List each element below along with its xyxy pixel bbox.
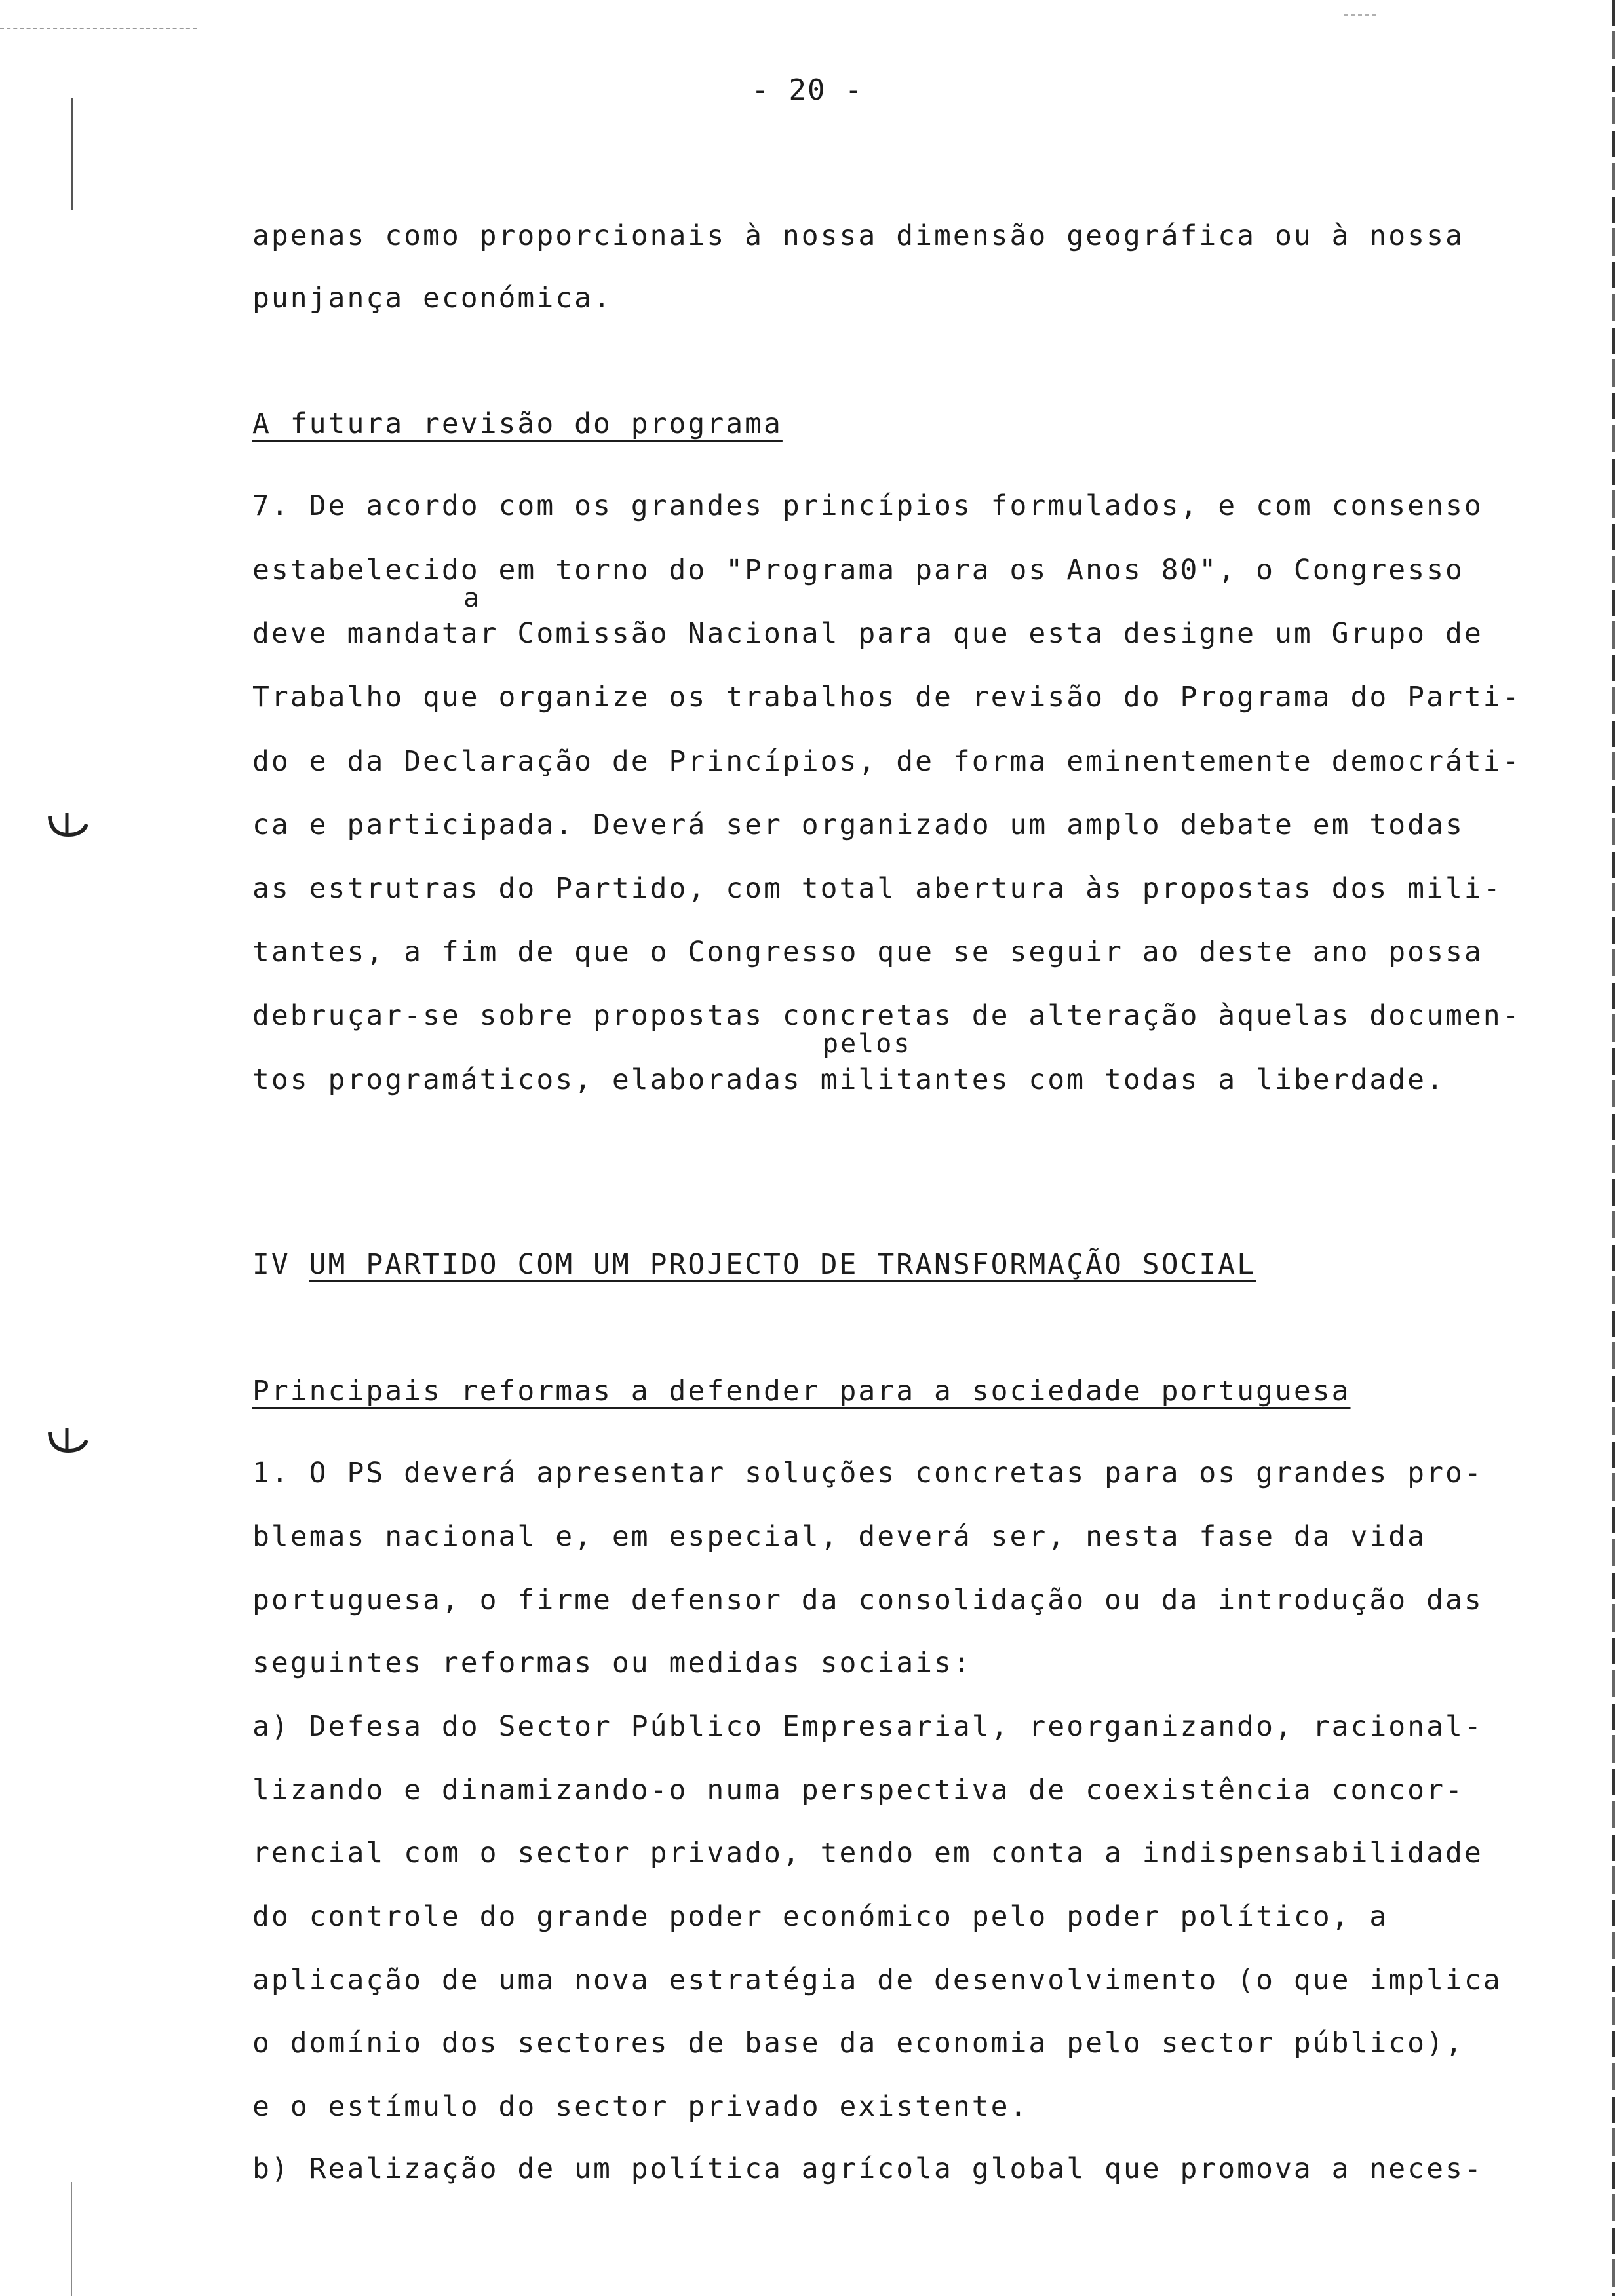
list-item-line: aplicação de uma nova estratégia de desenvolvimento (o que implica: [252, 1964, 1502, 1997]
binding-mark: [71, 98, 73, 210]
binding-mark: [71, 2182, 72, 2296]
body-line: tantes, a fim de que o Congresso que se seguir ao deste ano possa: [252, 936, 1483, 968]
handwritten-insertion: a: [463, 583, 482, 613]
body-line: seguintes reformas ou medidas sociais:: [252, 1647, 972, 1679]
scan-edge-line: [1612, 0, 1615, 2296]
body-line: ca e participada. Deverá ser organizado um amplo debate em todas: [252, 809, 1464, 841]
list-item-line: a) Defesa do Sector Público Empresarial, reorganizando, racional-: [252, 1710, 1483, 1743]
section-heading: [252, 1375, 1351, 1407]
body-line: debruçar-se sobre propostas concretas de alteração àquelas documen-: [252, 999, 1521, 1032]
section-heading: [252, 408, 783, 440]
body-line: apenas como proporcionais à nossa dimensão geográfica ou à nossa: [252, 220, 1464, 252]
body-line: blemas nacional e, em especial, deverá ser, nesta fase da vida: [252, 1520, 1427, 1553]
section-heading-text: A futura revisão do programa: [252, 408, 783, 440]
scan-edge-line: [0, 28, 197, 29]
body-line: as estrutras do Partido, com total abertura às propostas dos mili-: [252, 872, 1502, 905]
list-item-line: rencial com o sector privado, tendo em conta a indispensabilidade: [252, 1837, 1483, 1869]
section-heading-text: Principais reformas a defender para a sociedade portuguesa: [252, 1375, 1351, 1407]
body-line: 1. O PS deverá apresentar soluções concretas para os grandes pro-: [252, 1457, 1483, 1489]
page-number: - 20 -: [751, 73, 864, 107]
body-line: tos programáticos, elaboradas militantes com todas a liberdade.: [252, 1063, 1445, 1096]
list-item-line: do controle do grande poder económico pelo poder político, a: [252, 1900, 1389, 1933]
punch-hole-icon: [47, 1428, 89, 1455]
body-line: deve mandatar Comissão Nacional para que esta designe um Grupo de: [252, 617, 1483, 650]
punch-hole-icon: [47, 813, 89, 839]
list-item-line: o domínio dos sectores de base da economia pelo sector público),: [252, 2027, 1464, 2059]
body-line: punjança económica.: [252, 282, 612, 315]
chapter-heading: [252, 1248, 1256, 1281]
typed-insertion: pelos: [823, 1029, 912, 1059]
list-item-line: b) Realização de um política agrícola global que promova a neces-: [252, 2152, 1483, 2185]
body-line: estabelecido em torno do "Programa para os Anos 80", o Congresso: [252, 554, 1464, 586]
list-item-line: e o estímulo do sector privado existente.: [252, 2090, 1029, 2123]
chapter-title: UM PARTIDO COM UM PROJECTO DE TRANSFORMAÇÃO SOCIAL: [309, 1248, 1256, 1281]
body-line: do e da Declaração de Princípios, de forma eminentemente democráti-: [252, 745, 1521, 778]
body-line: portuguesa, o firme defensor da consolidação ou da introdução das: [252, 1584, 1483, 1617]
chapter-number: IV: [252, 1248, 290, 1281]
body-line: 7. De acordo com os grandes princípios formulados, e com consenso: [252, 489, 1483, 522]
list-item-line: lizando e dinamizando-o numa perspectiva de coexistência concor-: [252, 1774, 1464, 1807]
body-line: Trabalho que organize os trabalhos de revisão do Programa do Parti-: [252, 681, 1521, 714]
scan-edge-line: [1344, 14, 1376, 16]
